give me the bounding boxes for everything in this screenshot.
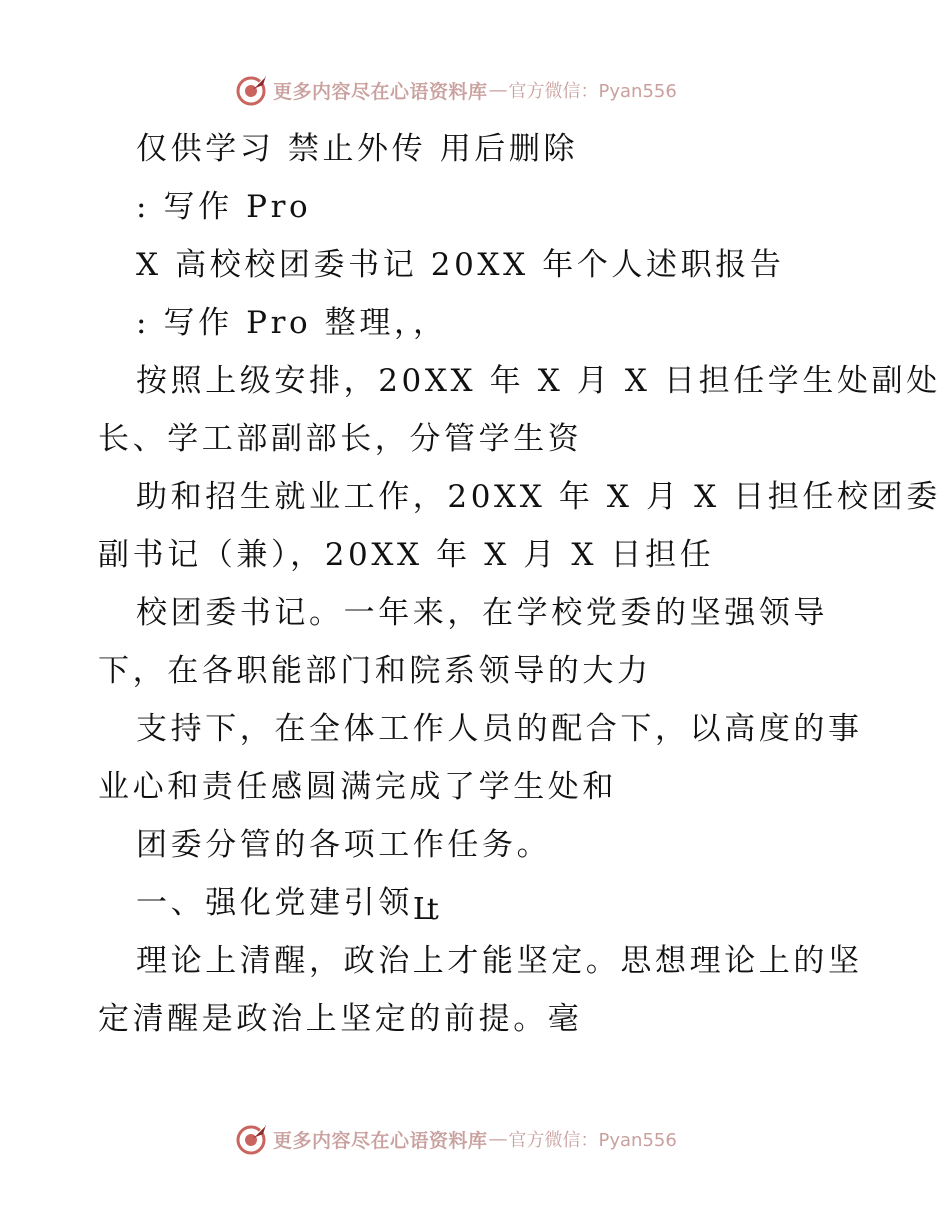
header-watermark [235,73,755,107]
section-heading-text: 一、强化党建引领 [136,885,413,921]
paragraph-line: 下，在各职能部门和院系领导的大力 [98,653,652,689]
watermark-wechat: 官方微信：Pyan556 [508,1130,677,1151]
paragraph-line: 理论上清醒，政治上才能坚定。思想理论上的坚 [136,943,863,979]
red-quill-logo-icon [235,73,269,107]
watermark-site-name: 更多内容尽在心语资料库 [273,80,488,103]
compiled-by-line: : 写作 Pro 整理，， [136,305,448,341]
paragraph-line: 长、学工部副部长，分管学生资 [98,421,583,457]
paragraph-line: 业心和责任感圆满完成了学生处和 [98,769,617,805]
paragraph-line: 按照上级安排，20XX 年 X 月 X 日担任学生处副处 [136,363,941,399]
paragraph-line: 副书记（兼），20XX 年 X 月 X 日担任 [98,537,715,573]
paragraph-line: 校团委书记。一年来，在学校党委的坚强领导 [136,595,828,631]
watermark-dash: — [488,79,508,101]
footer-watermark [235,1122,755,1156]
heading-suffix: Lt [412,892,433,927]
watermark-site-name: 更多内容尽在心语资料库 [273,1129,488,1152]
document-title: X 高校校团委书记 20XX 年个人述职报告 [136,247,785,283]
watermark-dash: — [488,1128,508,1150]
paragraph-line: 支持下，在全体工作人员的配合下，以高度的事 [136,711,863,747]
section-heading [98,874,858,932]
red-quill-logo-icon [235,1122,269,1156]
paragraph-line: 助和招生就业工作，20XX 年 X 月 X 日担任校团委 [136,479,941,515]
source-line: : 写作 Pro [136,189,312,225]
watermark-wechat: 官方微信：Pyan556 [508,81,677,102]
notice-line: 仅供学习 禁止外传 用后删除 [136,131,579,167]
paragraph-line: 团委分管的各项工作任务。 [136,827,552,863]
document-body [98,120,941,1048]
paragraph-line: 定清醒是政治上坚定的前提。毫 [98,1001,583,1037]
